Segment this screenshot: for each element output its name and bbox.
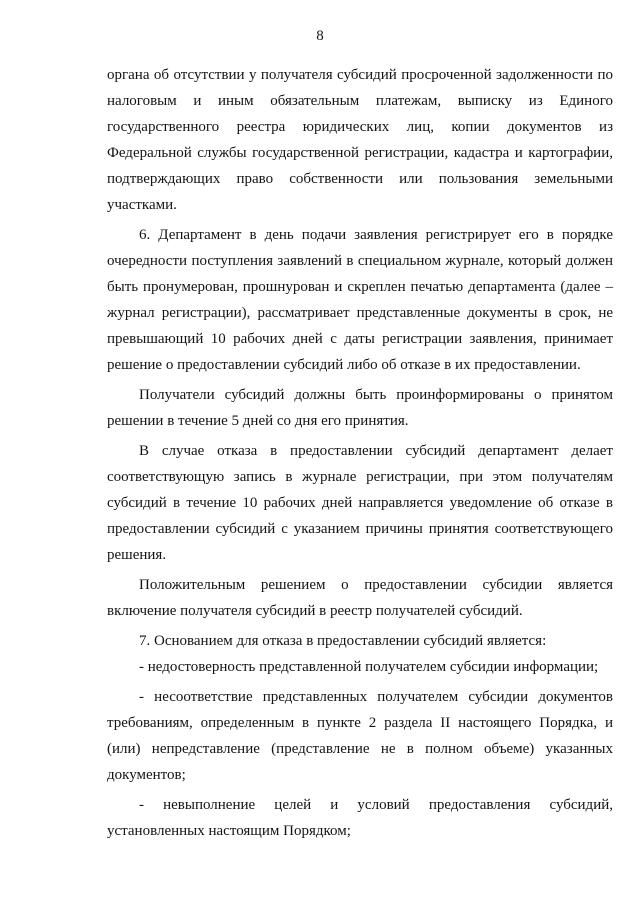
- list-item-nonconformity: - несоответствие представленных получателем субсидии документов требованиям, определенным в пункте 2 раздела II настоящего Порядка, и (или) непредставление (представление не в полном объеме) указанных документов;: [107, 689, 613, 783]
- paragraph-positive-decision: Положительным решением о предоставлении субсидии является включение получателя субсидий в реестр получателей субсидий.: [107, 577, 613, 619]
- list-item-nonfulfillment: - невыполнение целей и условий предоставления субсидий, установленных настоящим Порядком;: [107, 797, 613, 839]
- list-item-unreliable-info: - недостоверность представленной получателем субсидии информации;: [139, 659, 599, 675]
- paragraph-refusal: В случае отказа в предоставлении субсидий департамент делает соответствующую запись в журнале регистрации, при этом получателям субсидий в течение 10 рабочих дней направляется уведомление об отказе в предоставлении субсидий с указанием причины принятия соответствующего решения.: [107, 443, 613, 563]
- page-number: 8: [316, 28, 324, 44]
- paragraph-item-7: 7. Основанием для отказа в предоставлении субсидий является:: [139, 633, 547, 649]
- paragraph-item-6: 6. Департамент в день подачи заявления регистрирует его в порядке очередности поступления заявлений в специальном журнале, который должен быть пронумерован, прошнурован и скреплен печатью департамента (далее – журнал регистрации), рассматривает представленные документы в срок, не превышающий 10 рабочих дней с даты регистрации заявления, принимает решение о предоставлении субсидий либо об отказе в их предоставлении.: [107, 227, 613, 373]
- document-body: [107, 62, 613, 844]
- paragraph-continuation: органа об отсутствии у получателя субсидий просроченной задолженности по налоговым и иным обязательным платежам, выписку из Единого государственного реестра юридических лиц, копии документов из Федеральной службы государственной регистрации, кадастра и картографии, подтверждающих право собственности или пользования земельными участками.: [107, 67, 613, 213]
- paragraph-notification: Получатели субсидий должны быть проинформированы о принятом решении в течение 5 дней со дня его принятия.: [107, 387, 613, 429]
